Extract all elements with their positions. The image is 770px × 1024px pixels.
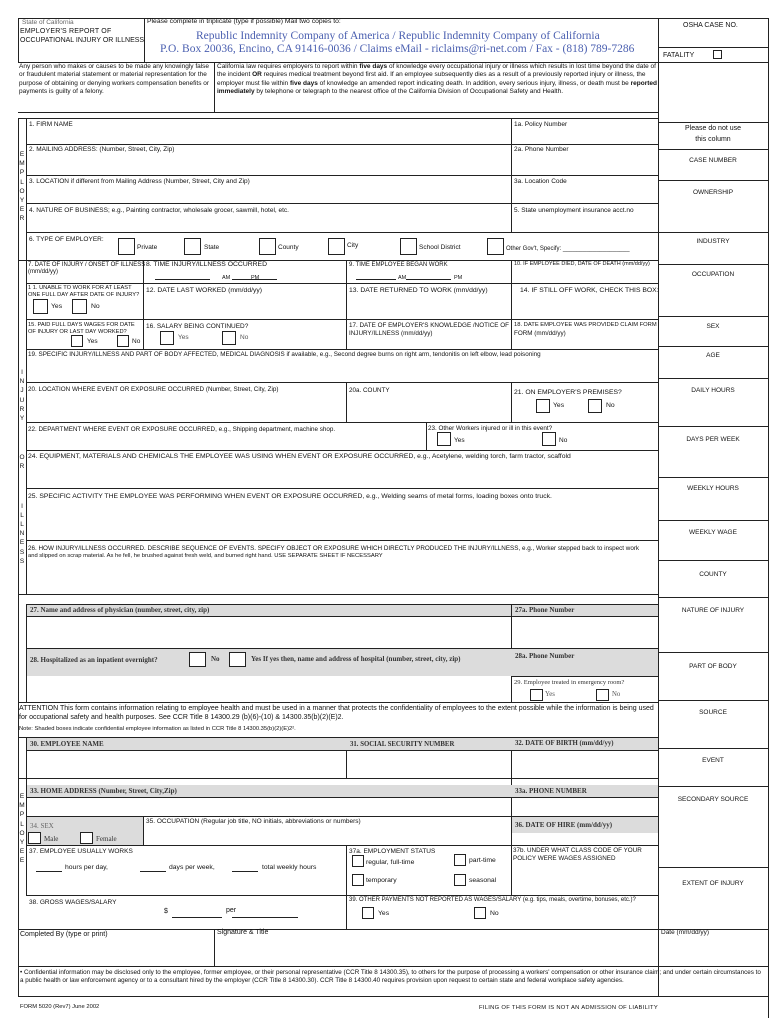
equipment-field[interactable]: 24. EQUIPMENT, MATERIALS AND CHEMICALS THE EMPLOYEE WAS USING WHEN EVENT OR EXPOSURE OCCURRED, e.g., Acetylene, welding torch, farm tractor, scaffold (28, 453, 571, 460)
activity-field[interactable]: 25. SPECIFIC ACTIVITY THE EMPLOYEE WAS PERFORMING WHEN EVENT OR EXPOSURE OCCURRED, e.g., Welding seams of metal forms, loading boxes onto truck. (28, 493, 552, 500)
date-last-worked-field[interactable]: 12. DATE LAST WORKED (mm/dd/yy) (146, 287, 263, 294)
per-label: per (226, 907, 237, 914)
city-type-label: City (347, 242, 359, 249)
premises-yes-label: Yes (553, 402, 565, 409)
male-label: Male (44, 835, 59, 843)
other-workers-no-checkbox[interactable] (542, 432, 556, 446)
female-label: Female (96, 835, 117, 843)
time-began-pm[interactable]: PM (454, 275, 463, 281)
hospital-address-field[interactable]: Yes If yes then, name and address of hospital (number, street, city, zip) (251, 655, 461, 663)
address-line: P.O. Box 20036, Encino, CA 91416-0036 / Claims eMail - riclaims@ri-net.com / Fax - (818) 789-7286 (160, 43, 635, 55)
employer-side-label: E M P L O Y E R (19, 151, 25, 223)
event-box[interactable]: EVENT (702, 757, 724, 764)
liability-notice: FILING OF THIS FORM IS NOT AN ADMISSION OF LIABILITY (479, 1005, 659, 1011)
hospital-phone-field[interactable]: 28a. Phone Number (515, 652, 575, 660)
ssn-field[interactable]: 31. SOCIAL SECURITY NUMBER (350, 741, 455, 748)
hospitalized-no-checkbox[interactable] (189, 652, 206, 667)
days-per-week-field[interactable]: days per week, (169, 864, 215, 871)
days-per-week-box[interactable]: DAYS PER WEEK (686, 436, 740, 443)
attention-text: ATTENTION This form contains information relating to employee health and must be used in a manner that protects the confidentiality of employees to the extent possible while the information is being used for occupational safety and health purposes. See CCR Title 8 14300.29 (b)(6)-(10) & 14300.35(b)(2)(E)2. (19, 705, 654, 722)
age-box[interactable]: AGE (706, 352, 720, 359)
county-box[interactable]: COUNTY (699, 571, 727, 578)
class-code-field[interactable]: 37b. UNDER WHAT CLASS CODE OF YOUR POLICY WERE WAGES ASSIGNED (513, 847, 642, 862)
how-occurred-example: and slipped on scrap material. As he fell, he brushed against fresh weld, and burned right hand. USE SEPARATE SHEET IF NECESSARY (28, 553, 383, 559)
paid-wages-yes-checkbox[interactable] (71, 335, 83, 347)
male-checkbox[interactable] (28, 832, 41, 844)
salary-yes-checkbox[interactable] (160, 331, 174, 345)
nature-injury-box[interactable]: NATURE OF INJURY (681, 607, 745, 614)
unable-work-no-label: No (91, 303, 100, 310)
gross-wages-field[interactable]: 38. GROSS WAGES/SALARY (29, 899, 117, 906)
date-knowledge-field[interactable]: 17. DATE OF EMPLOYER'S KNOWLEDGE /NOTICE OF INJURY/ILLNESS (mm/dd/yy) (349, 322, 509, 337)
specific-injury-field[interactable]: 19. SPECIFIC INJURY/ILLNESS AND PART OF BODY AFFECTED, MEDICAL DIAGNOSIS if available, e.g., Second degree burns on right arm, tendonitis on left elbow, lead poisoning (28, 351, 541, 358)
seasonal-checkbox[interactable] (454, 874, 466, 886)
time-began-work-field[interactable]: 9. TIME EMPLOYEE BEGAN WORK (349, 262, 448, 268)
physician-field[interactable]: 27. Name and address of physician (number, street, city, zip) (30, 606, 210, 614)
how-occurred-field[interactable]: 26. HOW INJURY/ILLNESS OCCURRED. DESCRIBE SEQUENCE OF EVENTS. SPECIFY OBJECT OR EXPOSURE WHICH DIRECTLY PRODUCED THE INJURY/ILLNESS, e.g., Worker stepped back to inspect work (28, 545, 640, 552)
county-type-label: County (278, 244, 299, 251)
part-time-label: part-time (469, 857, 496, 864)
date-of-birth-field[interactable]: 32. DATE OF BIRTH (mm/dd/yy) (515, 740, 614, 747)
city-checkbox[interactable] (328, 238, 345, 255)
date-field[interactable]: Date (mm/dd/yy) (661, 929, 710, 936)
time-injury-pm[interactable]: PM (251, 275, 260, 281)
date-claim-form-field[interactable]: 18. DATE EMPLOYEE WAS PROVIDED CLAIM FORM (514, 322, 657, 328)
premises-no-checkbox[interactable] (588, 399, 602, 413)
physician-phone-field[interactable]: 27a. Phone Number (515, 606, 575, 614)
department-field[interactable]: 22. DEPARTMENT WHERE EVENT OR EXPOSURE OCCURRED, e.g., Shipping department, machine shop. (28, 426, 336, 433)
other-workers-no-label: No (559, 437, 568, 444)
phone-number-field[interactable]: 2a. Phone Number (514, 146, 569, 153)
time-began-am[interactable]: AM (398, 275, 407, 281)
total-weekly-hours-field[interactable]: total weekly hours (262, 864, 317, 871)
event-county-field[interactable]: 20a. COUNTY (349, 387, 390, 394)
state-label: State of California (22, 19, 74, 26)
nature-business-field[interactable]: 4. NATURE OF BUSINESS; e.g., Painting contractor, wholesale grocer, sawmill, hotel, etc. (29, 207, 289, 214)
weekly-wage-box[interactable]: WEEKLY WAGE (689, 529, 737, 536)
school-district-checkbox[interactable] (400, 238, 417, 255)
event-location-field[interactable]: 20. LOCATION WHERE EVENT OR EXPOSURE OCCURRED (Number, Street, City, Zip) (28, 386, 279, 393)
county-checkbox[interactable] (259, 238, 276, 255)
other-workers-yes-label: Yes (454, 437, 465, 444)
occupation-field[interactable]: 35. OCCUPATION (Regular job title, NO initials, abbreviations or numbers) (146, 818, 361, 825)
private-label: Private (137, 244, 158, 251)
firm-name-field[interactable]: 1. FIRM NAME (29, 121, 73, 128)
other-payments-yes-label: Yes (378, 910, 390, 917)
extent-injury-box[interactable]: EXTENT OF INJURY (682, 880, 744, 887)
right-column-note1: Please do not use (684, 125, 742, 132)
case-number-box[interactable]: CASE NUMBER (689, 157, 737, 164)
company-line: Republic Indemnity Company of America / Republic Indemnity Company of California (196, 30, 600, 42)
weekly-hours-box[interactable]: WEEKLY HOURS (687, 485, 739, 492)
employee-phone-field[interactable]: 33a. PHONE NUMBER (515, 787, 587, 795)
employee-side-label: E M P L O Y E E (19, 793, 25, 865)
source-box[interactable]: SOURCE (699, 709, 727, 716)
form-title-line2: OCCUPATIONAL INJURY OR ILLNESS (20, 37, 145, 44)
unemployment-acct-field[interactable]: 5. State unemployment insurance acct.no (514, 207, 634, 214)
dollar-sign: $ (164, 908, 168, 915)
injury-side-label: I N J U R Y O R I L L N E S S (19, 369, 25, 565)
unable-work-yes-label: Yes (51, 303, 63, 310)
unable-work-yes-checkbox[interactable] (33, 299, 48, 314)
occupation-box[interactable]: OCCUPATION (691, 271, 735, 278)
still-off-work-label: 14. IF STILL OFF WORK, CHECK THIS BOX: (520, 287, 659, 294)
emergency-yes-label: Yes (545, 691, 555, 698)
usually-works-label: 37. EMPLOYEE USUALLY WORKS (29, 848, 133, 855)
regular-checkbox[interactable] (352, 855, 364, 867)
unable-work-no-checkbox[interactable] (72, 299, 87, 314)
other-gov-checkbox[interactable] (487, 238, 504, 255)
hospitalized-no-label: No (211, 655, 220, 663)
time-injury-am[interactable]: AM (222, 275, 231, 281)
premises-no-label: No (606, 402, 615, 409)
policy-number-field[interactable]: 1a. Policy Number (514, 121, 568, 128)
secondary-source-box[interactable]: SECONDARY SOURCE (677, 796, 749, 803)
hours-per-day-field[interactable]: hours per day, (65, 864, 108, 871)
paid-wages-no-checkbox[interactable] (117, 335, 129, 347)
emergency-no-label: No (612, 691, 621, 698)
mailing-address-field[interactable]: 2. MAILING ADDRESS: (Number, Street, City, Zip) (29, 146, 175, 153)
signature-field[interactable]: Signature & Title (217, 929, 269, 936)
date-claim-form-format: FORM (mm/dd/yy) (514, 330, 566, 337)
regular-label: regular, full-time (366, 859, 415, 866)
date-of-injury-format: (mm/dd/yy) (28, 269, 58, 275)
other-payments-no-label: No (490, 910, 499, 917)
fatality-label: FATALITY (663, 52, 695, 59)
private-checkbox[interactable] (118, 238, 135, 255)
osha-case-label: OSHA CASE NO. (683, 22, 738, 29)
other-workers-label: 23. Other Workers injured or ill in this event? (428, 425, 553, 432)
location-code-field[interactable]: 3a. Location Code (514, 178, 567, 185)
state-type-label: State (204, 244, 220, 251)
confidential-notice: • Confidential information may be disclosed only to the employee, former employee, or their personal representative (CCR Title 8 14300.35), to others for the purpose of processing a workers' compensation or other insurance claim; and under certain circumstances to a public health or law enforcement agency or to a consultant hired by the employer (CCR Title 8 14300.30). CCR Title 8 14300.40 requires provision upon request to certain state and federal workplace safety agencies. (20, 969, 761, 984)
mail-instruction: Please complete in triplicate (type if possible) Mail two copies to: (147, 18, 341, 25)
unable-to-work-label: 1 1. UNABLE TO WORK FOR AT LEAST ONE FULL DAY AFTER DATE OF INJURY? (28, 285, 140, 298)
date-of-injury-field[interactable]: 7. DATE OF INJURY / ONSET OF ILLNESS (28, 262, 146, 268)
paid-wages-no-label: No (132, 338, 141, 345)
form-number: FORM 5020 (Rev7) June 2002 (20, 1004, 100, 1010)
female-checkbox[interactable] (80, 832, 93, 844)
date-of-hire-field[interactable]: 36. DATE OF HIRE (mm/dd/yy) (515, 821, 613, 829)
type-employer-label: 6. TYPE OF EMPLOYER: (29, 236, 104, 243)
location-field[interactable]: 3. LOCATION if different from Mailing Address (Number, Street, City and Zip) (29, 178, 250, 185)
right-column-note2: this column (695, 136, 731, 143)
employment-status-label: 37a. EMPLOYMENT STATUS (349, 848, 436, 855)
paid-full-wages-label: 15. PAID FULL DAYS WAGES FOR DATE OF INJURY OR LAST DAY WORKED? (28, 322, 135, 335)
other-payments-label: 39. OTHER PAYMENTS NOT REPORTED AS WAGES/SALARY (e.g. tips, meals, overtime, bonuses, etc.)? (349, 897, 636, 903)
temporary-label: temporary (366, 877, 397, 884)
salary-no-checkbox[interactable] (222, 331, 236, 345)
school-district-label: School District (419, 244, 461, 251)
seasonal-label: seasonal (469, 877, 497, 884)
form-title-line1: EMPLOYER'S REPORT OF (20, 28, 112, 35)
other-payments-no-checkbox[interactable] (474, 907, 486, 919)
ownership-box[interactable]: OWNERSHIP (692, 189, 734, 196)
industry-box[interactable]: INDUSTRY (696, 238, 730, 245)
other-payments-yes-checkbox[interactable] (362, 907, 374, 919)
time-injury-field[interactable]: 8. TIME INJURY/ILLNESS OCCURRED (146, 261, 267, 268)
part-time-checkbox[interactable] (454, 854, 466, 866)
on-premises-label: 21. ON EMPLOYER'S PREMISES? (514, 389, 622, 396)
sex-box[interactable]: SEX (706, 323, 720, 330)
daily-hours-box[interactable]: DAILY HOURS (691, 387, 735, 394)
home-address-field[interactable]: 33. HOME ADDRESS (Number, Street, City,Zip) (30, 787, 177, 795)
date-of-death-field[interactable]: 10. IF EMPLOYEE DIED, DATE OF DEATH (mm/dd/yy) (514, 261, 650, 267)
other-gov-label: Other Gov't, Specify: ____________________ (506, 246, 630, 252)
shaded-note: Note: Shaded boxes indicate confidential employee information as listed in CCR Title 8 14300.35(b)(2)(E)2². (19, 726, 296, 732)
hospitalized-yes-checkbox[interactable] (229, 652, 246, 667)
salary-yes-label: Yes (178, 334, 189, 341)
salary-no-label: No (240, 334, 249, 341)
premises-yes-checkbox[interactable] (536, 399, 550, 413)
reporting-law-text: California law requires employers to report within five days of knowledge every occupational injury or illness which results in lost time beyond the date of the incident OR requires medical treatment beyond first aid. If an employee subsequently dies as a result of a previously reported injury or illness, the employer must file within five days of knowledge an amended report indicating death. In addition, every serious injury, illness, or death must be reported immediately by telephone or telegraph to the nearest office of the California Division of Occupational Safety and Health. (217, 63, 657, 96)
employee-name-field[interactable]: 30. EMPLOYEE NAME (30, 740, 104, 748)
paid-wages-yes-label: Yes (87, 338, 98, 345)
other-workers-yes-checkbox[interactable] (437, 432, 451, 446)
state-checkbox[interactable] (184, 238, 201, 255)
emergency-yes-checkbox[interactable] (530, 689, 543, 701)
temporary-checkbox[interactable] (352, 874, 364, 886)
emergency-no-checkbox[interactable] (596, 689, 609, 701)
part-of-body-box[interactable]: PART OF BODY (689, 663, 737, 670)
fraud-warning: Any person who makes or causes to be made any knowingly false or fraudulent material statement or material representation for the purpose of obtaining or denying workers compensation benefits or payments is guilty of a felony. (19, 63, 210, 96)
completed-by-field[interactable]: Completed By (type or print) (20, 931, 108, 938)
date-returned-field[interactable]: 13. DATE RETURNED TO WORK (mm/dd/yy) (349, 287, 488, 294)
salary-continued-label: 16. SALARY BEING CONTINUED? (146, 323, 249, 330)
hospitalized-label: 28. Hospitalized as an inpatient overnight? (30, 656, 158, 664)
sex-label: 34. SEX (30, 822, 54, 830)
emergency-room-label: 29. Employee treated in emergency room? (514, 679, 625, 686)
fatality-checkbox[interactable] (713, 50, 722, 59)
